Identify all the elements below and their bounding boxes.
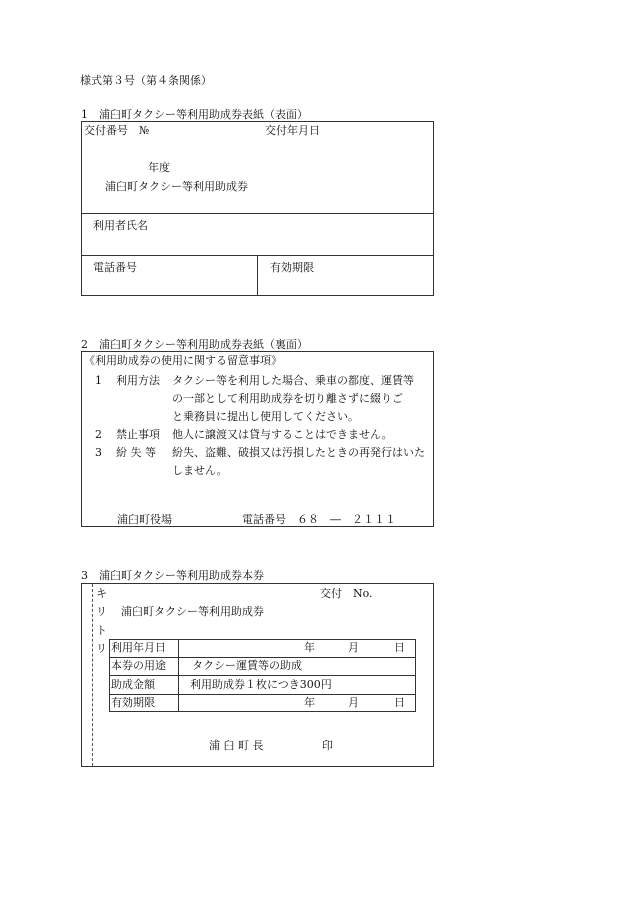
ticket-title: 浦臼町タクシー等利用助成券 — [105, 180, 248, 193]
issue-label: 交付 No. — [320, 587, 373, 600]
seal-mark: 印 — [322, 739, 333, 752]
ticket-title: 浦臼町タクシー等利用助成券 — [121, 605, 264, 618]
notice-title: 《利用助成券の使用に関する留意事項》 — [84, 354, 282, 367]
cut-label-char: ト — [96, 624, 107, 637]
cut-label-char: キ — [96, 587, 107, 600]
table-row-label: 助成金額 — [111, 678, 155, 691]
day-label: 日 — [394, 696, 405, 709]
expiry-label: 有効期限 — [270, 261, 314, 274]
issue-date-label: 交付年月日 — [265, 124, 320, 137]
item-text-line: と乗務員に提出し使用してください。 — [172, 410, 359, 423]
item-label: 禁止事項 — [116, 428, 160, 441]
office-phone-value: ６８ ― ２１１１ — [297, 513, 396, 526]
phone-label: 電話番号 — [93, 261, 137, 274]
day-label: 日 — [394, 641, 405, 654]
year-label: 年 — [304, 696, 315, 709]
table-row-value: 利用助成券１枚につき300円 — [190, 678, 332, 691]
table-row-label: 有効期限 — [111, 696, 155, 709]
section3-heading: 3 浦臼町タクシー等利用助成券本券 — [81, 569, 264, 582]
divider — [81, 213, 434, 214]
item-number: 2 — [95, 428, 102, 441]
issue-number-label: 交付番号 № — [84, 124, 150, 137]
form-header: 様式第３号（第４条関係） — [80, 74, 212, 87]
divider — [257, 255, 258, 296]
user-name-label: 利用者氏名 — [93, 219, 148, 232]
section1-heading: 1 浦臼町タクシー等利用助成券表紙（表面） — [81, 108, 308, 121]
item-text-line: 紛失、盗難、破損又は汚損したときの再発行はいた — [172, 446, 425, 459]
item-label: 紛 失 等 — [116, 446, 156, 459]
fiscal-year-label: 年度 — [148, 161, 170, 174]
office-name: 浦臼町役場 — [117, 513, 172, 526]
table-row-label: 利用年月日 — [111, 641, 166, 654]
table-row-value: タクシー運賃等の助成 — [192, 659, 302, 672]
cut-line — [92, 584, 93, 766]
item-label: 利用方法 — [116, 374, 160, 387]
cut-label-char: リ — [96, 642, 107, 655]
item-text-line: しません。 — [172, 464, 228, 477]
cut-label-char: リ — [96, 605, 107, 618]
month-label: 月 — [348, 641, 359, 654]
office-phone-label: 電話番号 — [242, 513, 286, 526]
item-text-line: の一部として利用助成券を切り離さずに綴りご — [172, 392, 403, 405]
table-row-label: 本券の用途 — [111, 659, 166, 672]
item-number: 1 — [95, 374, 102, 387]
mayor-label: 浦 臼 町 長 — [209, 739, 264, 752]
year-label: 年 — [304, 641, 315, 654]
table-divider — [109, 694, 416, 695]
month-label: 月 — [348, 696, 359, 709]
item-text-line: 他人に譲渡又は貸与することはできません。 — [172, 428, 393, 441]
section2-heading: 2 浦臼町タクシー等利用助成券表紙（裏面） — [81, 338, 308, 351]
item-text-line: タクシー等を利用した場合、乗車の都度、運賃等 — [172, 374, 414, 387]
item-number: 3 — [95, 446, 102, 459]
table-divider — [109, 675, 416, 676]
